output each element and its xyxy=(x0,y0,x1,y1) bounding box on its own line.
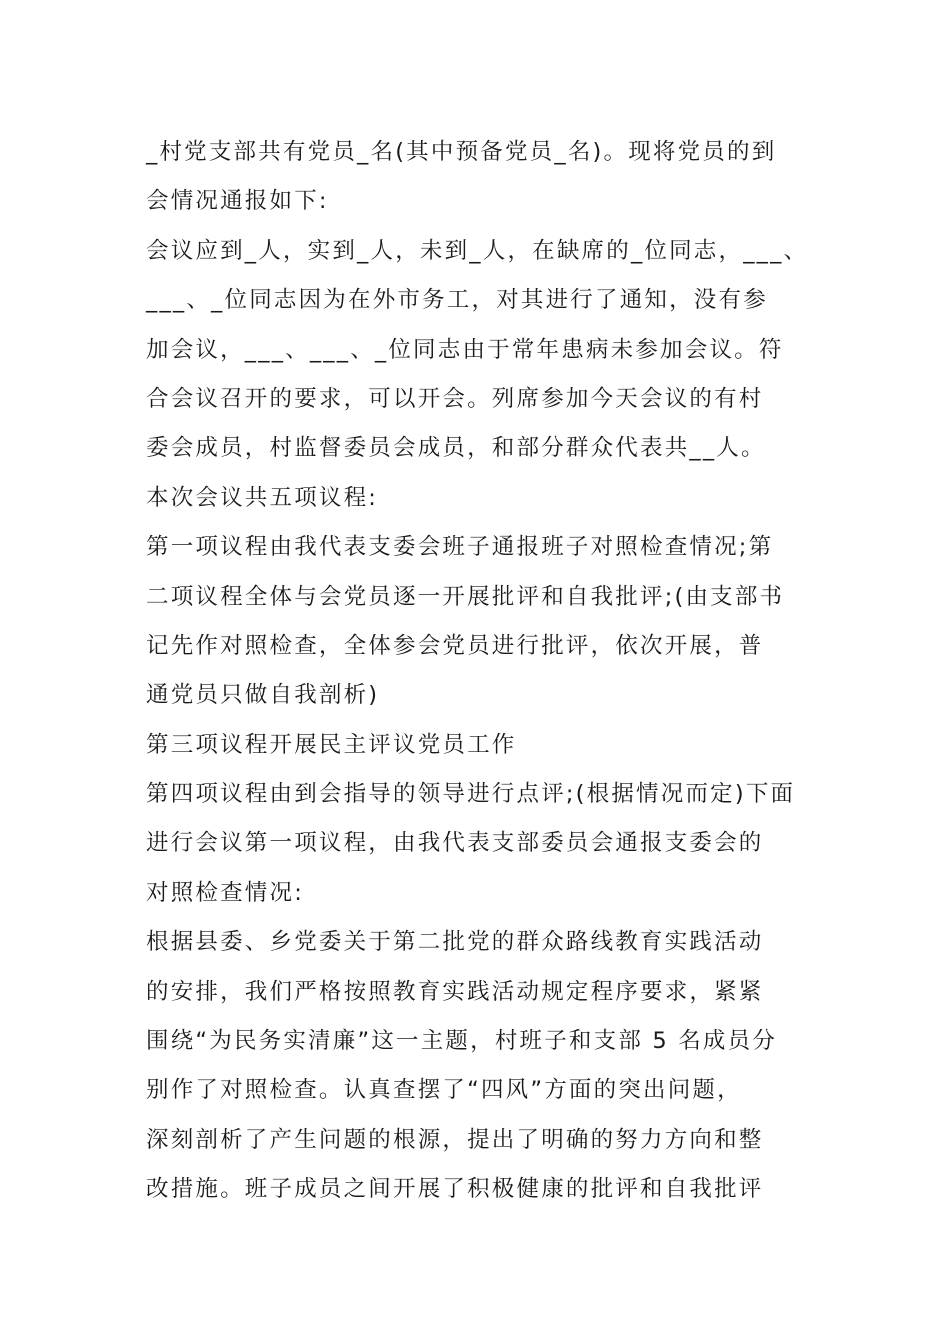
text-line: 本次会议共五项议程: xyxy=(146,484,379,511)
text-line: 对照检查情况: xyxy=(146,879,304,906)
text-line: 第一项议程由我代表支委会班子通报班子对照检查情况;第 xyxy=(146,534,774,561)
text-line: 深刻剖析了产生问题的根源，提出了明确的努力方向和整 xyxy=(146,1126,764,1153)
text-line: ___、_位同志因为在外市务工，对其进行了通知，没有参 xyxy=(146,287,768,314)
text-line: 围绕“为民务实清廉”这一主题，村班子和支部 5 名成员分 xyxy=(146,1028,778,1055)
text-line: 加会议，___、___、_位同志由于常年患病未参加会议。符 xyxy=(146,336,784,363)
text-line: 通党员只做自我剖析) xyxy=(146,682,380,709)
text-line: 合会议召开的要求，可以开会。列席参加今天会议的有村 xyxy=(146,385,764,412)
text-line: 的安排，我们严格按照教育实践活动规定程序要求，紧紧 xyxy=(146,978,764,1005)
text-line: _村党支部共有党员_名(其中预备党员_名)。现将党员的到 xyxy=(146,139,777,165)
text-line: 委会成员，村监督委员会成员，和部分群众代表共__人。 xyxy=(146,435,766,462)
document-body xyxy=(146,128,816,1215)
text-line: 第四项议程由到会指导的领导进行点评;(根据情况而定)下面 xyxy=(146,781,796,808)
text-line: 记先作对照检查，全体参会党员进行批评，依次开展，普 xyxy=(146,632,764,659)
text-line: 改措施。班子成员之间开展了积极健康的批评和自我批评 xyxy=(146,1176,764,1203)
text-line: 别作了对照检查。认真查摆了“四风”方面的突出问题， xyxy=(146,1077,742,1104)
text-line: 根据县委、乡党委关于第二批党的群众路线教育实践活动 xyxy=(146,929,764,956)
text-line: 进行会议第一项议程，由我代表支部委员会通报支委会的 xyxy=(146,830,764,857)
text-line: 会议应到_人，实到_人，未到_人，在缺席的_位同志，___、 xyxy=(146,237,809,264)
text-line: 二项议程全体与会党员逐一开展批评和自我批评;(由支部书 xyxy=(146,583,785,610)
text-line: 会情况通报如下: xyxy=(146,188,329,215)
text-line: 第三项议程开展民主评议党员工作 xyxy=(146,731,517,758)
